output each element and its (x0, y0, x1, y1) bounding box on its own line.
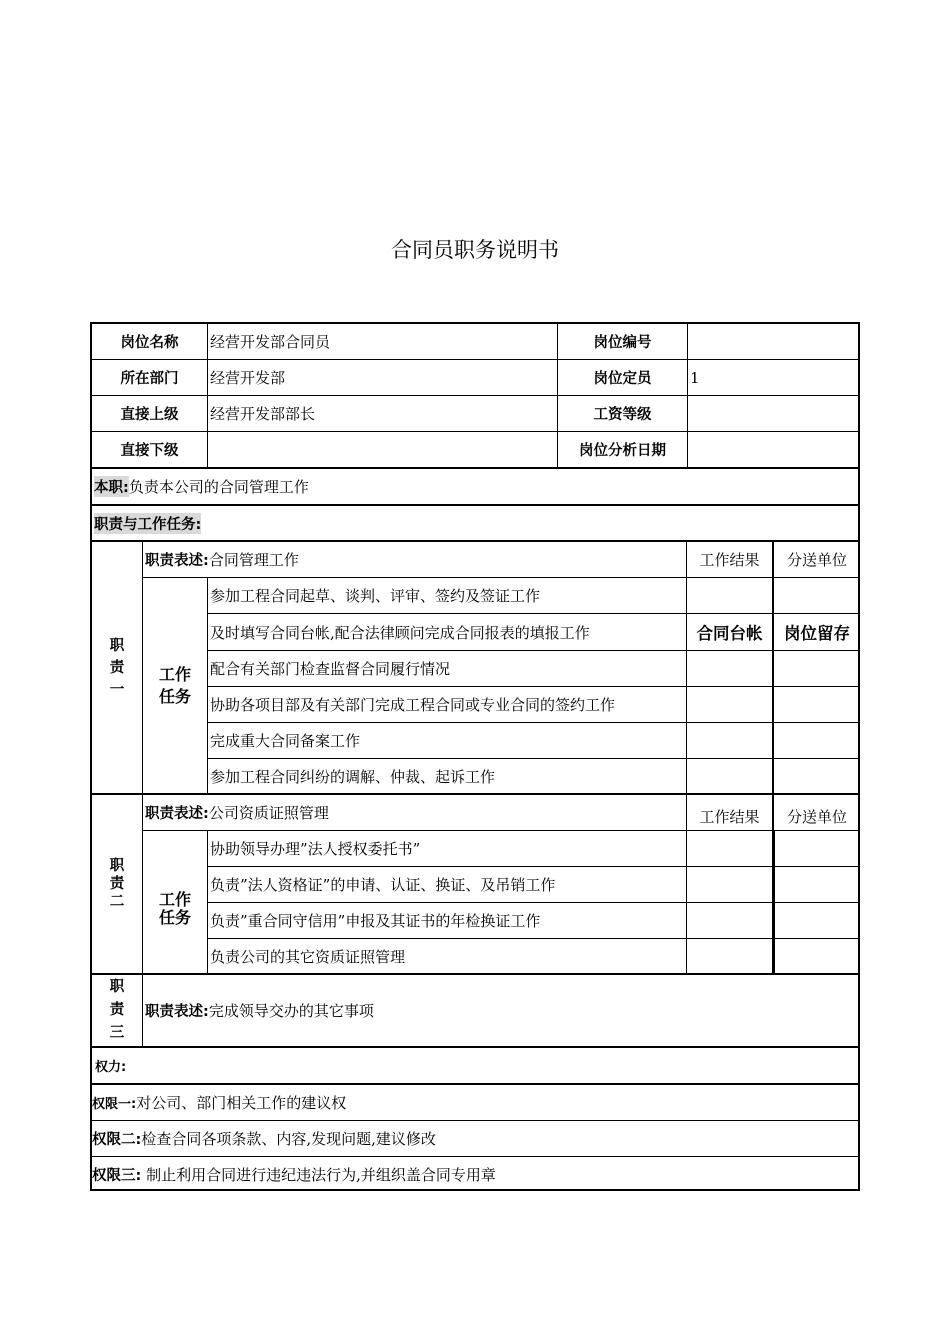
position-no-value (688, 324, 860, 360)
duty-label: 本职: (94, 476, 129, 497)
analysis-date-value (688, 432, 860, 469)
duty-one-task-3-dest (773, 651, 860, 687)
position-no-label: 岗位编号 (558, 324, 688, 360)
duty-one-dest-header: 分送单位 (773, 542, 860, 578)
duty-two-task-3-dest (773, 903, 860, 939)
duty-one-task-6-dest (773, 759, 860, 795)
headcount-value: 1 (688, 360, 860, 396)
duty-one-task-5-dest (773, 723, 860, 759)
duty-two-label: 职 责 二 (92, 795, 143, 975)
duty-one-task-4-dest (773, 687, 860, 723)
duty-row (92, 469, 860, 506)
superior-label: 直接上级 (92, 396, 208, 432)
duty-two-desc: 职责表述: 公司资质证照管理 (143, 795, 687, 831)
duty-one-task-6-result (687, 759, 773, 795)
duty-one-task-label: 工作 任务 (143, 578, 208, 795)
tasks-heading: 职责与工作任务: (94, 513, 201, 534)
authority-heading: 权力: (95, 1060, 127, 1075)
salary-label: 工资等级 (558, 396, 688, 432)
duty-two-task-3: 负责”重合同守信用”申报及其证书的年检换证工作 (208, 903, 687, 939)
duty-two-task-1-dest (773, 831, 860, 867)
duty-one-task-2: 及时填写合同台帐,配合法律顾问完成合同报表的填报工作 (208, 614, 687, 651)
duty-one-task-1-result (687, 578, 773, 614)
duty-one-task-1: 参加工程合同起草、谈判、评审、签约及签证工作 (208, 578, 687, 614)
duty-one-task-3: 配合有关部门检查监督合同履行情况 (208, 651, 687, 687)
duty-two-task-2-dest (773, 867, 860, 903)
duty-two-task-2-result (687, 867, 773, 903)
duty-one-task-5: 完成重大合同备案工作 (208, 723, 687, 759)
duty-one-desc: 职责表述: 合同管理工作 (143, 542, 687, 578)
tasks-heading-row (92, 506, 860, 542)
department-value: 经营开发部 (208, 360, 558, 396)
duty-two-task-4-dest (773, 939, 860, 975)
duty-one-task-6: 参加工程合同纠纷的调解、仲裁、起诉工作 (208, 759, 687, 795)
duty-two-task-2: 负责”法人资格证”的申请、认证、换证、及吊销工作 (208, 867, 687, 903)
authority-item-2: 权限二: 检查合同各项条款、内容,发现问题,建议修改 (92, 1121, 860, 1157)
page-title: 合同员职务说明书 (391, 238, 559, 262)
authority-item-3: 权限三: 制止利用合同进行违纪违法行为,并组织盖合同专用章 (92, 1165, 496, 1184)
duty-one-task-5-result (687, 723, 773, 759)
duty-one-label: 职 责 一 (92, 542, 143, 795)
subordinate-label: 直接下级 (92, 432, 208, 469)
duty-two-task-label: 工作 任务 (143, 831, 208, 975)
job-description-table (90, 322, 860, 1191)
position-name-label: 岗位名称 (92, 324, 208, 360)
superior-value: 经营开发部部长 (208, 396, 558, 432)
department-label: 所在部门 (92, 360, 208, 396)
duty-three-desc: 职责表述: 完成领导交办的其它事项 (143, 975, 860, 1048)
salary-value (688, 396, 860, 432)
duty-one-task-2-result: 合同台帐 (687, 614, 773, 651)
duty-two-result-header: 工作结果 (687, 795, 773, 831)
authority-heading-row (92, 1048, 860, 1085)
authority-item-1: 权限一: 对公司、部门相关工作的建议权 (92, 1085, 860, 1121)
duty-one-task-2-dest: 岗位留存 (773, 614, 860, 651)
duty-three-label: 职 责 三 (92, 975, 143, 1048)
duty-one-result-header: 工作结果 (687, 542, 773, 578)
duty-value: 负责本公司的合同管理工作 (128, 478, 309, 496)
duty-one-task-4-result (687, 687, 773, 723)
duty-one-task-4: 协助各项目部及有关部门完成工程合同或专业合同的签约工作 (208, 687, 687, 723)
duty-two-task-1: 协助领导办理”法人授权委托书” (208, 831, 687, 867)
position-name-value: 经营开发部合同员 (208, 324, 558, 360)
headcount-label: 岗位定员 (558, 360, 688, 396)
duty-one-task-3-result (687, 651, 773, 687)
duty-two-task-3-result (687, 903, 773, 939)
subordinate-value (208, 432, 558, 469)
duty-two-task-4-result (687, 939, 773, 975)
duty-two-task-4: 负责公司的其它资质证照管理 (208, 939, 687, 975)
analysis-date-label: 岗位分析日期 (558, 432, 688, 469)
duty-two-task-1-result (687, 831, 773, 867)
duty-one-task-1-dest (773, 578, 860, 614)
duty-two-dest-header: 分送单位 (773, 795, 860, 831)
